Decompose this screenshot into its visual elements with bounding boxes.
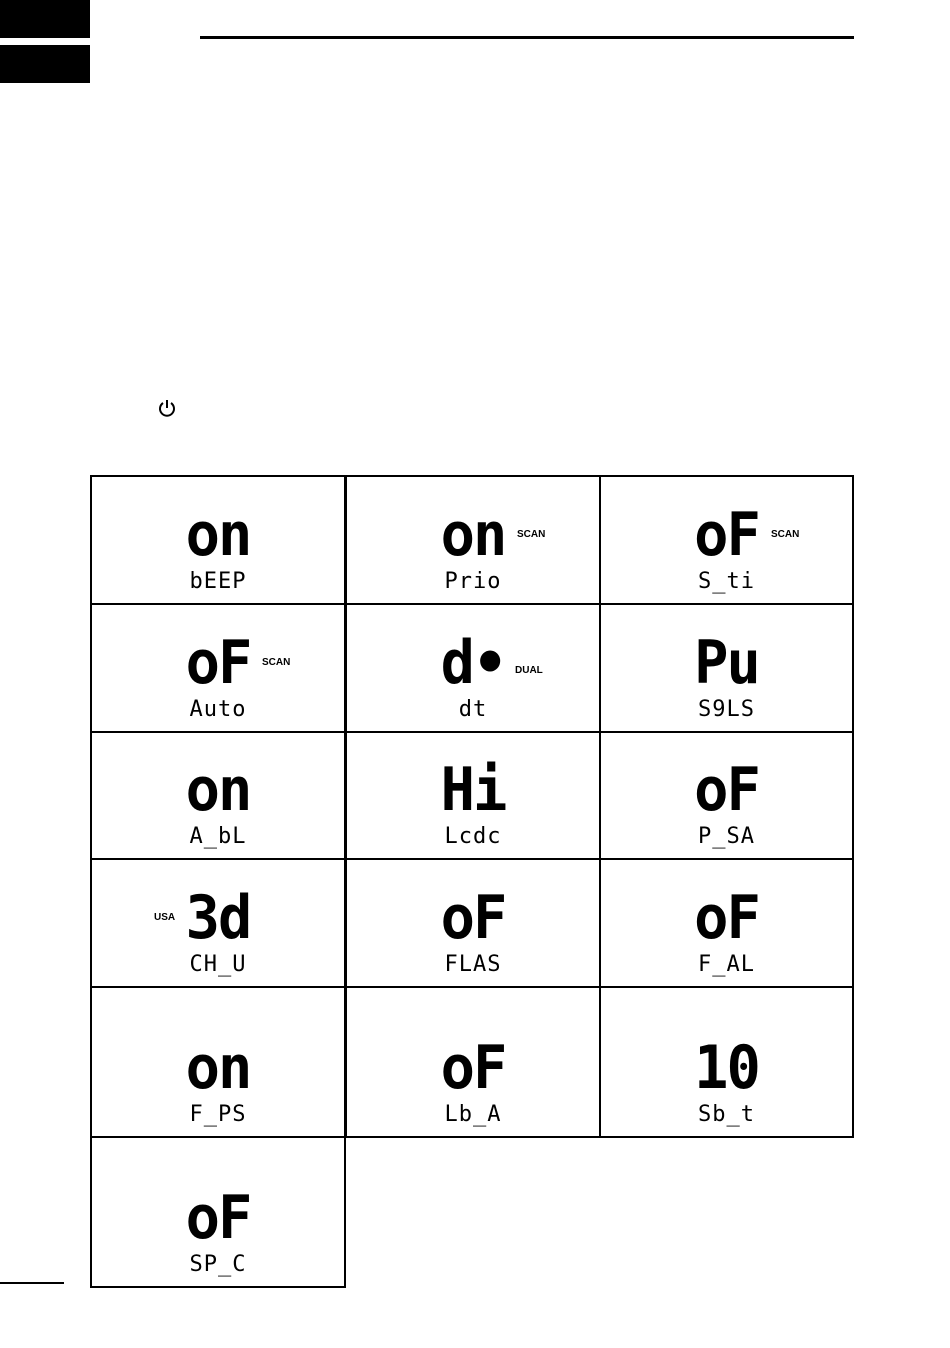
lcd-item-label: F_PS — [189, 1102, 247, 1127]
lcd-main-value: on — [185, 755, 251, 825]
display-cell — [345, 475, 601, 605]
lcd-main-value: on — [185, 1033, 251, 1103]
lcd-item-label: S9LS — [698, 697, 755, 722]
lcd-main-value: oF — [694, 500, 759, 570]
lcd-main-value: oF — [694, 883, 759, 953]
lcd-indicator: USA — [154, 912, 176, 923]
lcd-item-label: bEEP — [189, 569, 247, 594]
lcd-main-value: 3d — [185, 883, 251, 953]
lcd-item-label: SP_C — [189, 1252, 247, 1277]
display-cell — [345, 858, 601, 988]
lcd-item-label: Auto — [189, 697, 247, 722]
lcd-indicator: DUAL — [515, 665, 543, 676]
lcd-main-value: on — [185, 500, 251, 570]
lcd-item-label: CH_U — [189, 952, 247, 977]
display-cell — [345, 986, 601, 1138]
display-cell — [599, 603, 854, 733]
lcd-main-value: 10 — [694, 1033, 759, 1103]
display-cell — [345, 731, 601, 860]
lcd-main-value: oF — [440, 1033, 506, 1103]
display-cell — [90, 986, 346, 1138]
lcd-item-label: F_AL — [698, 952, 755, 977]
lcd-main-value: oF — [440, 883, 506, 953]
display-cell — [90, 475, 346, 605]
settings-display-grid — [90, 475, 854, 1288]
lcd-item-label: Prio — [444, 569, 502, 594]
display-cell — [599, 986, 854, 1138]
lcd-item-label: Lcdc — [444, 824, 502, 849]
display-cell — [599, 475, 854, 605]
lcd-indicator: SCAN — [262, 657, 291, 668]
lcd-main-value: on — [440, 500, 506, 570]
lcd-item-label: FLAS — [444, 952, 502, 977]
display-cell — [90, 603, 346, 733]
chapter-tab-top — [0, 0, 90, 38]
power-icon — [157, 398, 177, 418]
footer-rule — [0, 1282, 64, 1284]
chapter-tab-bottom — [0, 45, 90, 83]
display-cell — [90, 731, 346, 860]
lcd-main-value: oF — [694, 755, 759, 825]
display-cell — [599, 731, 854, 860]
display-cell — [90, 1136, 346, 1288]
lcd-main-value: oF — [185, 628, 251, 698]
lcd-item-label: Lb_A — [444, 1102, 502, 1127]
lcd-item-label: S_ti — [698, 569, 755, 594]
display-cell — [345, 603, 601, 733]
lcd-item-label: dt — [458, 697, 488, 722]
header-rule — [200, 36, 854, 39]
lcd-indicator: SCAN — [517, 529, 546, 540]
lcd-main-value: Pu — [694, 628, 759, 698]
lcd-main-value: Hi — [440, 755, 506, 825]
display-cell — [90, 858, 346, 988]
lcd-main-value: d• — [440, 628, 506, 698]
lcd-item-label: A_bL — [189, 824, 247, 849]
lcd-main-value: oF — [185, 1183, 251, 1253]
lcd-indicator: SCAN — [771, 529, 800, 540]
lcd-item-label: P_SA — [698, 824, 755, 849]
lcd-item-label: Sb_t — [698, 1102, 755, 1127]
display-cell — [599, 858, 854, 988]
